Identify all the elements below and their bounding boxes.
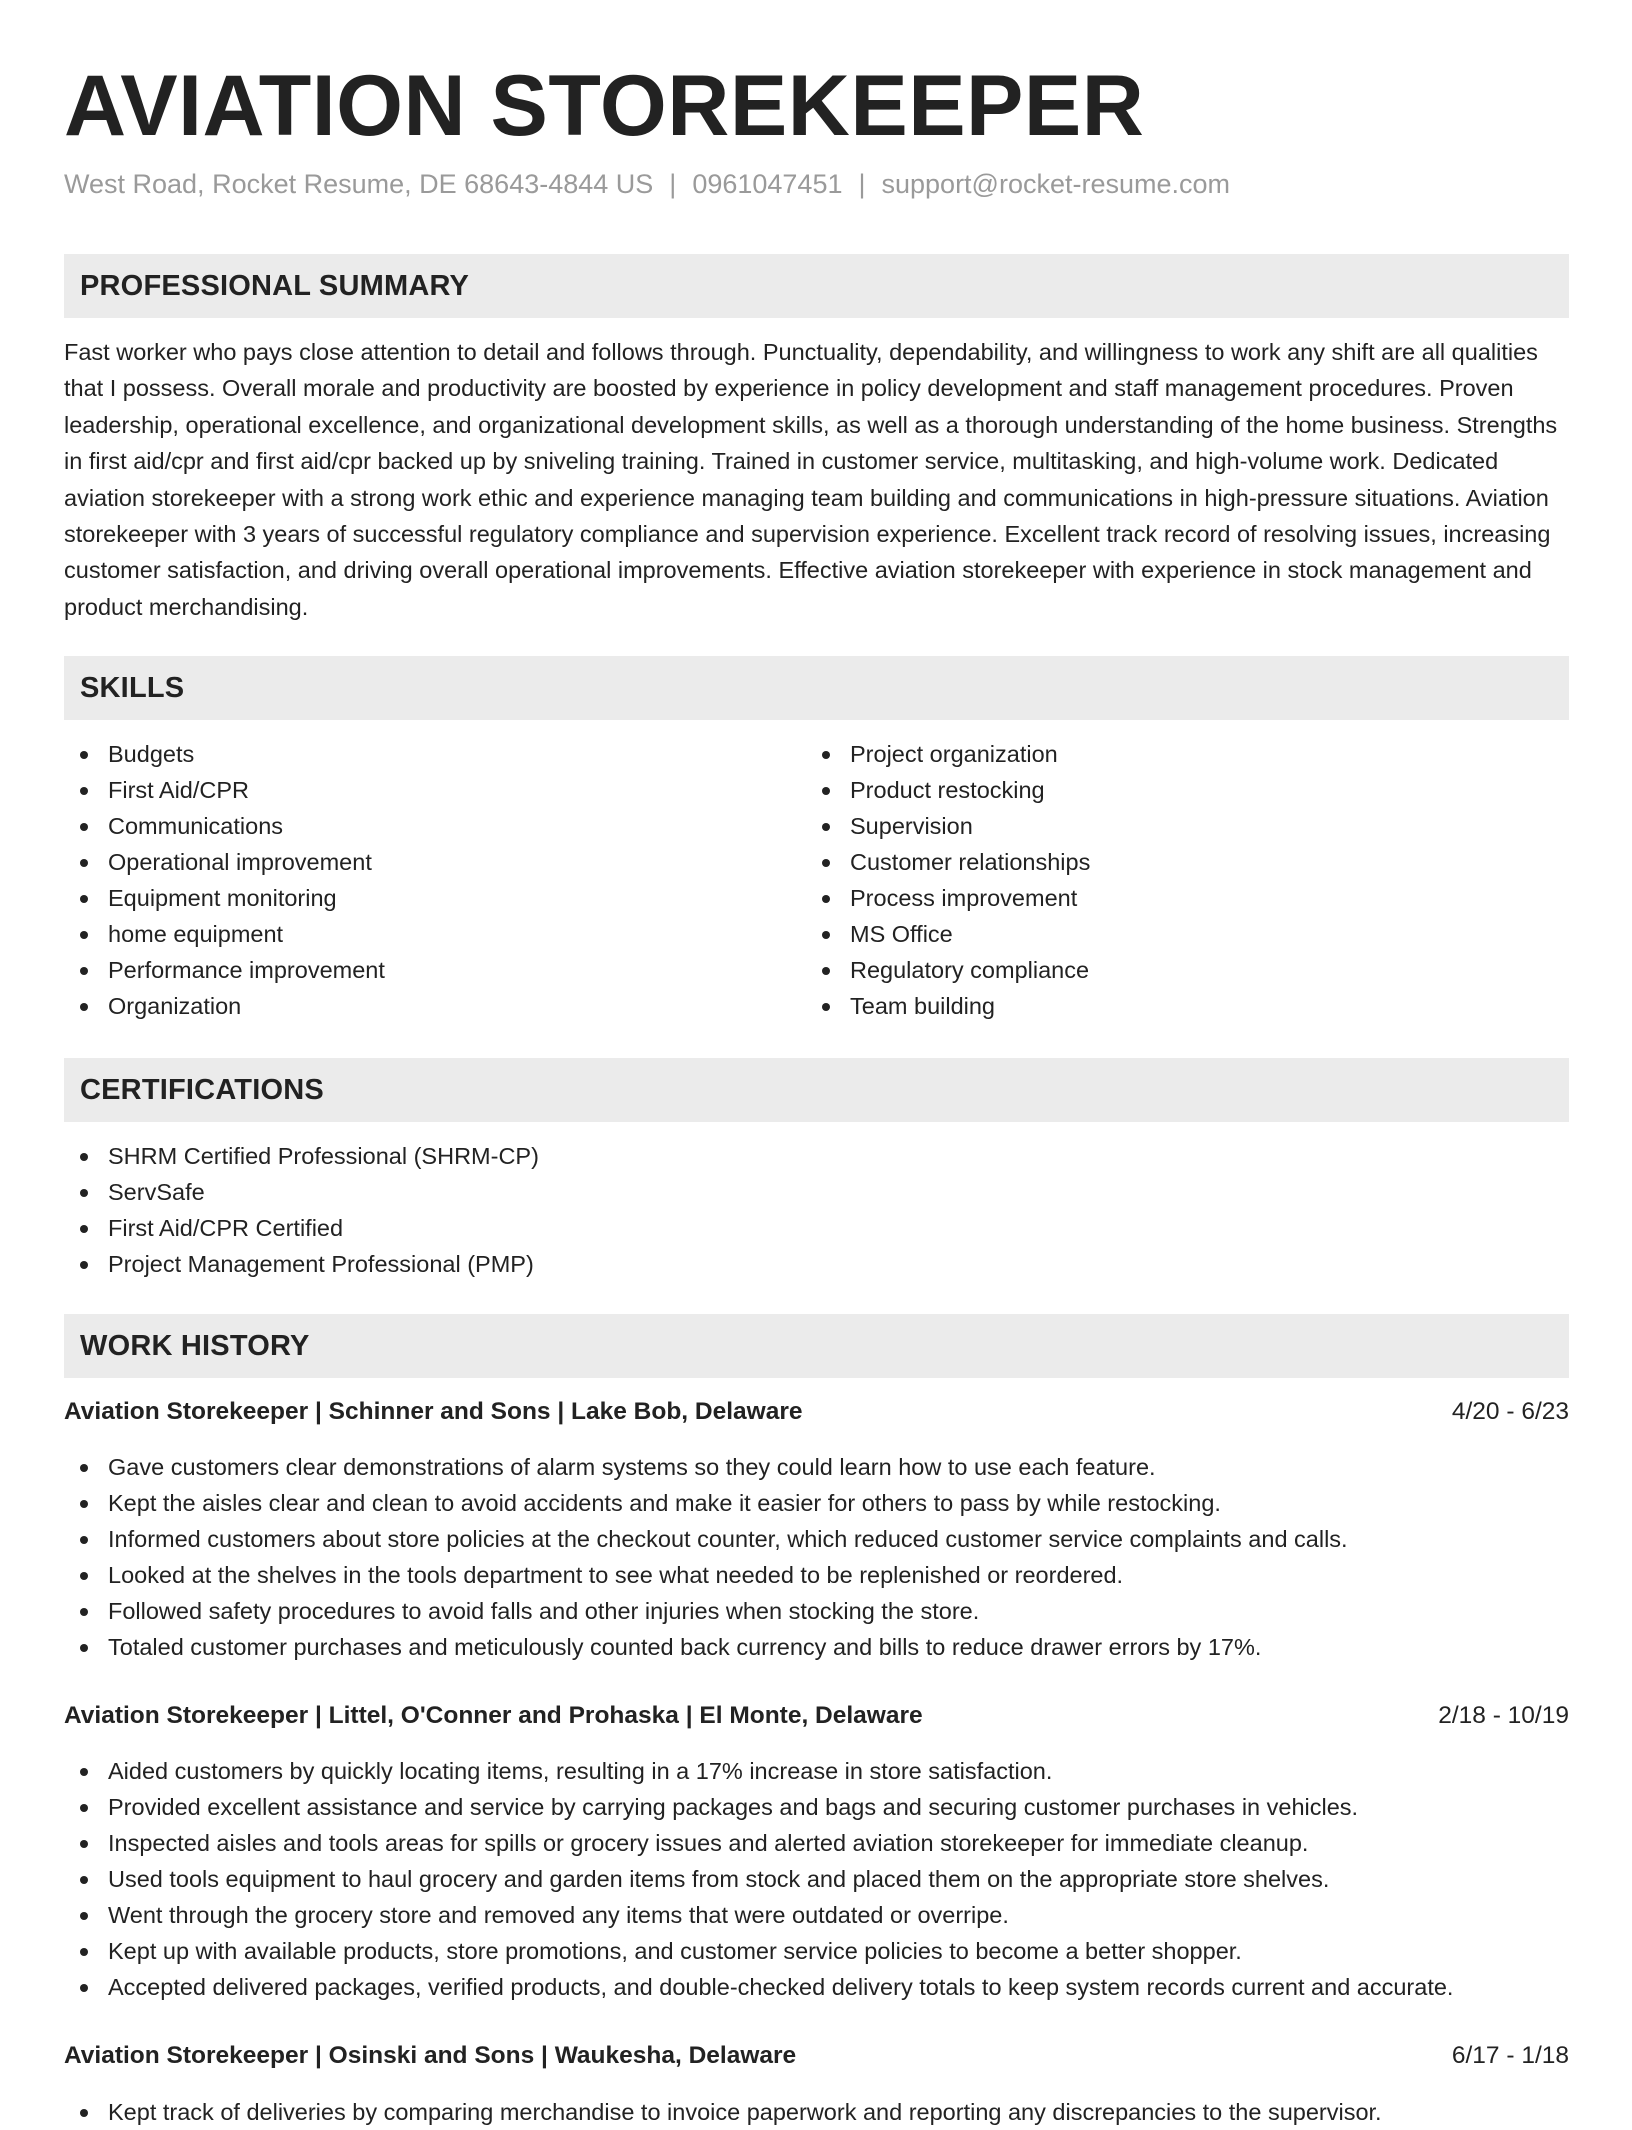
section-header-work-history: WORK HISTORY xyxy=(64,1314,1569,1378)
skill-item: Customer relationships xyxy=(806,844,1090,880)
skill-item: home equipment xyxy=(64,916,385,952)
job-bullet: Aided customers by quickly locating items, resulting in a 17% increase in store satisfaction. xyxy=(64,1753,1453,1789)
contact-separator: | xyxy=(669,169,677,199)
contact-address: West Road, Rocket Resume, DE 68643-4844 US xyxy=(64,169,654,199)
job-dates: 4/20 - 6/23 xyxy=(1451,1398,1569,1425)
section-header-certifications: CERTIFICATIONS xyxy=(64,1058,1569,1122)
skill-item: Supervision xyxy=(806,808,1090,844)
job-bullet: Kept up with available products, store promotions, and customer service policies to become a better shopper. xyxy=(64,1933,1453,1969)
skill-item: Product restocking xyxy=(806,772,1090,808)
contact-separator: | xyxy=(858,169,866,199)
job-bullets xyxy=(64,1449,1348,1665)
job-bullet: Gave customers clear demonstrations of alarm systems so they could learn how to use each feature. xyxy=(64,1449,1348,1485)
job-bullets xyxy=(64,1753,1453,2005)
skill-item: Operational improvement xyxy=(64,844,385,880)
skill-item: Organization xyxy=(64,988,385,1024)
job-bullet: Kept track of deliveries by comparing merchandise to invoice paperwork and reporting any discrepancies to the supervisor. xyxy=(64,2094,1382,2130)
certification-item: ServSafe xyxy=(64,1174,539,1210)
skill-item: MS Office xyxy=(806,916,1090,952)
certification-item: Project Management Professional (PMP) xyxy=(64,1246,539,1282)
contact-line xyxy=(64,166,1230,202)
skill-item: Project organization xyxy=(806,736,1090,772)
job-bullets xyxy=(64,2094,1382,2130)
skill-item: Equipment monitoring xyxy=(64,880,385,916)
skills-list-right xyxy=(806,736,1090,1024)
job-bullet: Inspected aisles and tools areas for spills or grocery issues and alerted aviation storekeeper for immediate cleanup. xyxy=(64,1825,1453,1861)
job-bullet: Provided excellent assistance and service by carrying packages and bags and securing customer purchases in vehicles. xyxy=(64,1789,1453,1825)
section-header-summary: PROFESSIONAL SUMMARY xyxy=(64,254,1569,318)
skill-item: Performance improvement xyxy=(64,952,385,988)
job-bullet: Informed customers about store policies at the checkout counter, which reduced customer service complaints and calls. xyxy=(64,1521,1348,1557)
job-dates: 2/18 - 10/19 xyxy=(1438,1702,1569,1729)
job-heading: Aviation Storekeeper | Littel, O'Conner and Prohaska | El Monte, Delaware xyxy=(64,1702,923,1729)
job-dates: 6/17 - 1/18 xyxy=(1451,2042,1569,2069)
job-bullet: Used tools equipment to haul grocery and garden items from stock and placed them on the appropriate store shelves. xyxy=(64,1861,1453,1897)
section-header-skills: SKILLS xyxy=(64,656,1569,720)
job-bullet: Followed safety procedures to avoid falls and other injuries when stocking the store. xyxy=(64,1593,1348,1629)
certification-item: First Aid/CPR Certified xyxy=(64,1210,539,1246)
skill-item: Budgets xyxy=(64,736,385,772)
contact-phone: 0961047451 xyxy=(692,169,843,199)
job-bullet: Accepted delivered packages, verified products, and double-checked delivery totals to keep system records current and accurate. xyxy=(64,1969,1453,2005)
skills-list-left xyxy=(64,736,385,1024)
job-bullet: Kept the aisles clear and clean to avoid accidents and make it easier for others to pass by while restocking. xyxy=(64,1485,1348,1521)
skill-item: Communications xyxy=(64,808,385,844)
certifications-list xyxy=(64,1138,539,1282)
skill-item: Team building xyxy=(806,988,1090,1024)
certification-item: SHRM Certified Professional (SHRM-CP) xyxy=(64,1138,539,1174)
skill-item: Regulatory compliance xyxy=(806,952,1090,988)
job-heading: Aviation Storekeeper | Osinski and Sons | Waukesha, Delaware xyxy=(64,2042,797,2069)
contact-email: support@rocket-resume.com xyxy=(881,169,1231,199)
job-bullet: Looked at the shelves in the tools department to see what needed to be replenished or reordered. xyxy=(64,1557,1348,1593)
skill-item: Process improvement xyxy=(806,880,1090,916)
skill-item: First Aid/CPR xyxy=(64,772,385,808)
job-bullet: Totaled customer purchases and meticulously counted back currency and bills to reduce drawer errors by 17%. xyxy=(64,1629,1348,1665)
job-heading: Aviation Storekeeper | Schinner and Sons | Lake Bob, Delaware xyxy=(64,1398,803,1425)
job-bullet: Went through the grocery store and removed any items that were outdated or overripe. xyxy=(64,1897,1453,1933)
candidate-name: AVIATION STOREKEEPER xyxy=(64,58,1145,154)
summary-text: Fast worker who pays close attention to detail and follows through. Punctuality, dependability, and willingness to work any shift are all qualities that I possess. Overall morale and productivity are boosted by experience in policy development and staff management procedures. Proven leadership, operational excellence, and organizational development skills, as well as a thorough understanding of the home business. Strengths in first aid/cpr and first aid/cpr backed up by sniveling training. Trained in customer service, multitasking, and high-volume work. Dedicated aviation storekeeper with a strong work ethic and experience managing team building and communications in high-pressure situations. Aviation storekeeper with 3 years of successful regulatory compliance and supervision experience. Excellent track record of resolving issues, increasing customer satisfaction, and driving overall operational improvements. Effective aviation storekeeper with experience in stock management and product merchandising. xyxy=(64,339,1558,620)
